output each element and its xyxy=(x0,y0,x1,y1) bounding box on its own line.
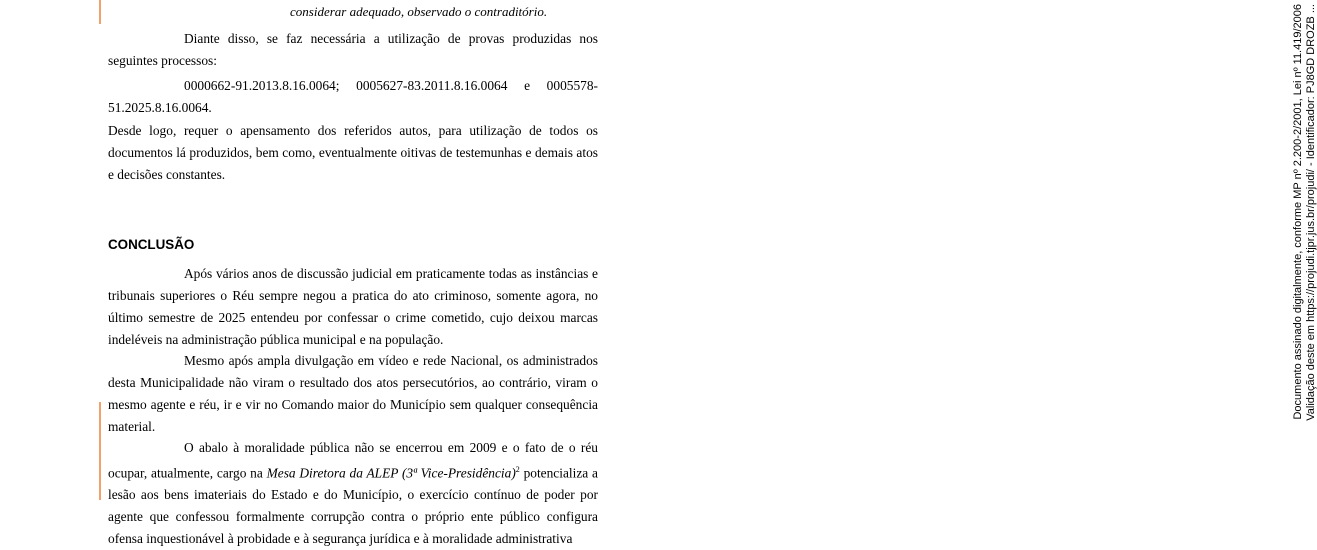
paragraph-apos-text: Após vários anos de discussão judicial em praticamente todas as instâncias e tribunais superiores o Réu sempre negou a pratica do ato criminoso, somente agora, no último semestre de 2025 entendeu por confessar o crime cometido, cujo deixou marcas indeléveis na administração pública municipal e na população. xyxy=(108,266,598,347)
process-number-3-start: 0005578- xyxy=(546,78,598,93)
quote-tail: considerar adequado, observado o contraditório. xyxy=(290,4,548,19)
paragraph-diante-text: Diante disso, se faz necessária a utilização de provas produzidas nos seguintes processos: xyxy=(108,31,598,68)
paragraph-abalo-text-cont: potencializa a lesão aos bens imateriais do Estado e do Município, o exercício contínuo de poder por agente que confessou formalmente corrupção contra o próprio ente público configura ofensa inquestionável à probidade e à segurança jurídica e à moralidade administrativa xyxy=(108,465,598,547)
process-conjunction: e xyxy=(524,78,531,93)
footnote-ref[interactable]: 2 xyxy=(515,465,520,474)
signature-sidebar xyxy=(640,0,1317,500)
process-number-3-end: 51.2025.8.16.0064. xyxy=(108,100,212,115)
process-list xyxy=(108,75,598,119)
margin-rule-bottom xyxy=(99,402,101,500)
margin-rule-top xyxy=(99,0,101,24)
paragraph-apos xyxy=(108,263,598,351)
conclusion-heading: CONCLUSÃO xyxy=(108,237,195,252)
signature-notice: Documento assinado digitalmente, conforme MP nº 2.200-2/2001, Lei nº 11.419/2006 xyxy=(1292,4,1304,420)
paragraph-mesmo xyxy=(108,350,598,438)
paragraph-abalo xyxy=(108,437,598,550)
process-row xyxy=(108,75,598,97)
process-number-1: 0000662-91.2013.8.16.0064; xyxy=(184,78,340,93)
alep-mention: Mesa Diretora da ALEP (3ª Vice-Presidência) xyxy=(266,465,516,481)
validation-link[interactable]: Validação deste em https://projudi.tjpr.jus.br/projudi/ - Identificador: PJ8GD DROZB ... xyxy=(1305,4,1317,421)
paragraph-abalo-text: O abalo à moralidade pública não se encerrou em 2009 e o fato de o réu ocupar, atualmente, cargo na xyxy=(108,440,598,481)
paragraph-desde: Desde logo, requer o apensamento dos referidos autos, para utilização de todos os documentos lá produzidos, bem como, eventualmente oitivas de testemunhas e demais atos e decisões constantes. xyxy=(108,123,598,182)
process-number-2: 0005627-83.2011.8.16.0064 xyxy=(356,78,508,93)
paragraph-diante xyxy=(108,28,598,72)
paragraph-mesmo-text: Mesmo após ampla divulgação em vídeo e rede Nacional, os administrados desta Municipalidade não viram o resultado dos atos persecutórios, ao contrário, viram o mesmo agente e réu, ir e vir no Comando maior do Município sem qualquer consequência material. xyxy=(108,353,598,434)
